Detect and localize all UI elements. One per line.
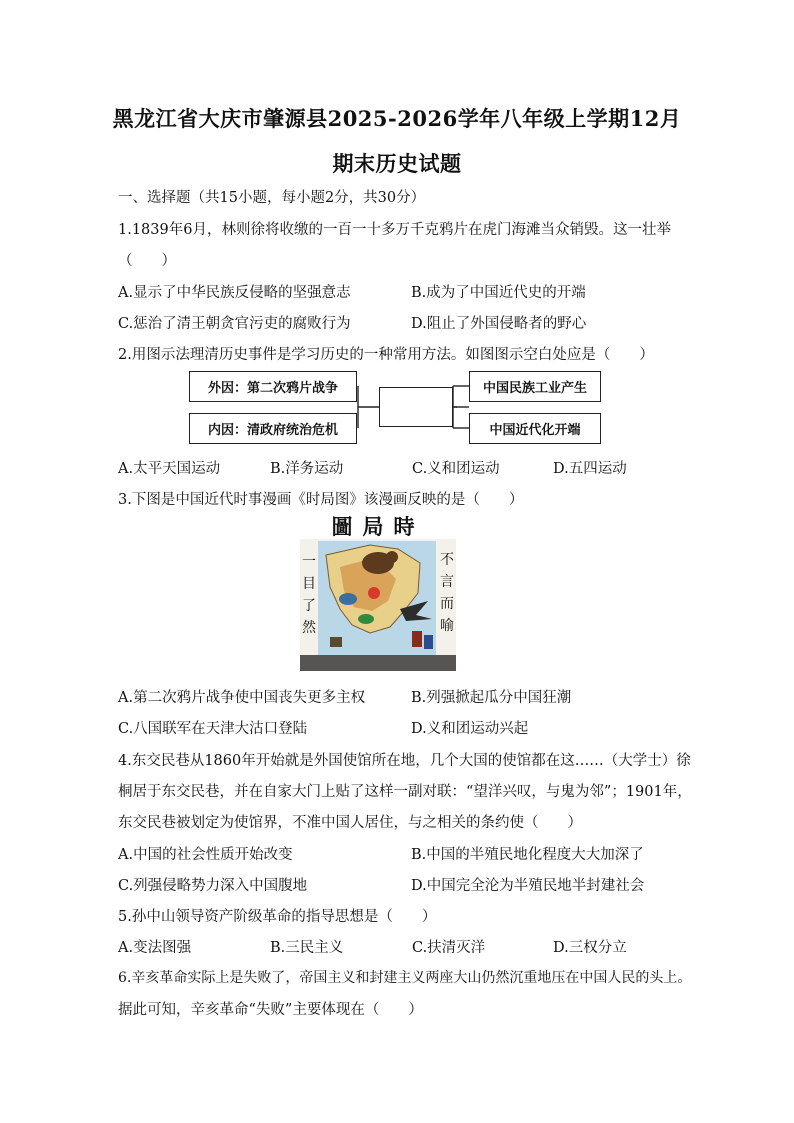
- q6-stem-line1: 6.辛亥革命实际上是失败了，帝国主义和封建主义两座大山仍然沉重地压在中国人民的头上。: [118, 970, 692, 986]
- q1-stem-line2: （ ）: [118, 253, 176, 269]
- q6-stem-line2: 据此可知，辛亥革命“失败”主要体现在（ ）: [118, 1002, 423, 1018]
- q2-option-c: C.义和团运动: [412, 461, 500, 477]
- q4-option-d: D.中国完全沦为半殖民地半封建社会: [411, 878, 645, 894]
- q3-option-a: A.第二次鸦片战争使中国丧失更多主权: [118, 690, 366, 706]
- q1-stem-line1: 1.1839年6月，林则徐将收缴的一百一十多万千克鸦片在虎门海滩当众销毁。这一壮举: [118, 222, 671, 238]
- exam-title-line2: 期末历史试题: [332, 151, 462, 176]
- cartoon-header-text: 圖局時: [331, 514, 425, 539]
- exam-title-line1: 黑龙江省大庆市肇源县2025-2026学年八年级上学期12月: [112, 106, 682, 131]
- q2-option-a: A.太平天国运动: [118, 461, 221, 477]
- q1-option-c: C.惩治了清王朝贪官污吏的腐败行为: [118, 316, 351, 332]
- q2-stem: 2.用图示法理清历史事件是学习历史的一种常用方法。如图图示空白处应是（ ）: [118, 347, 654, 363]
- q3-option-b: B.列强掀起瓜分中国狂潮: [411, 690, 572, 706]
- q2-option-b: B.洋务运动: [270, 461, 344, 477]
- q4-stem-line1: 4.东交民巷从1860年开始就是外国使馆所在地，几个大国的使馆都在这……（大学士）徐: [118, 753, 691, 769]
- q1-option-d: D.阻止了外国侵略者的野心: [411, 316, 587, 332]
- diagram-box-internal-cause: 内因：清政府统治危机: [189, 413, 357, 444]
- q5-option-a: A.变法图强: [118, 940, 192, 956]
- q3-stem: 3.下图是中国近代时事漫画《时局图》该漫画反映的是（ ）: [118, 492, 524, 508]
- q2-flow-diagram: [187, 369, 607, 447]
- q2-option-d: D.五四运动: [553, 461, 627, 477]
- q5-stem: 5.孙中山领导资产阶级革命的指导思想是（ ）: [118, 909, 437, 925]
- q5-option-c: C.扶清灭洋: [412, 940, 486, 956]
- q4-stem-line3: 东交民巷被划定为使馆界，不准中国人居住，与之相关的条约使（ ）: [118, 815, 582, 831]
- q5-option-b: B.三民主义: [270, 940, 344, 956]
- diagram-box-result-industry: 中国民族工业产生: [469, 371, 601, 402]
- diagram-box-result-modernization: 中国近代化开端: [469, 413, 601, 444]
- q3-option-d: D.义和团运动兴起: [411, 721, 529, 737]
- q3-option-c: C.八国联军在天津大沽口登陆: [118, 721, 308, 737]
- current-situation-cartoon: [300, 515, 456, 671]
- diagram-box-external-cause: 外因：第二次鸦片战争: [189, 371, 357, 402]
- cartoon-left-vertical-text: 一目了然: [302, 554, 316, 636]
- section-heading: 一、选择题（共15小题，每小题2分，共30分）: [118, 190, 426, 206]
- q1-option-a: A.显示了中华民族反侵略的坚强意志: [118, 285, 351, 301]
- diagram-box-blank: [379, 387, 453, 427]
- cartoon-right-vertical-text: 不言而喻: [440, 552, 454, 634]
- q4-option-c: C.列强侵略势力深入中国腹地: [118, 878, 308, 894]
- q4-option-a: A.中国的社会性质开始改变: [118, 847, 293, 863]
- q5-option-d: D.三权分立: [553, 940, 627, 956]
- q4-option-b: B.中国的半殖民地化程度大大加深了: [411, 847, 644, 863]
- q1-option-b: B.成为了中国近代史的开端: [411, 285, 586, 301]
- q4-stem-line2: 桐居于东交民巷，并在自家大门上贴了这样一副对联：“望洋兴叹，与鬼为邻”；1901年，: [118, 784, 692, 800]
